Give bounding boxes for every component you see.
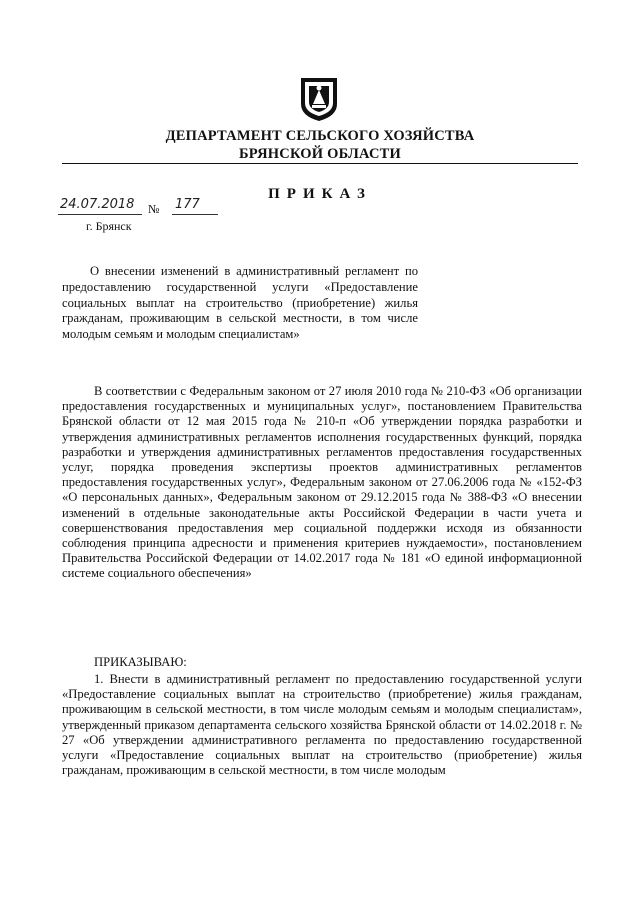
order-subject: О внесении изменений в административный регламент по предоставлению государственной услуги «Предоставление социальных выплат на строительство (приобретение) жилья гражданам, проживающим в сельской местности, в том числе молодым семьям и молодым специалистам» — [62, 264, 418, 342]
document-title: ПРИКАЗ — [268, 186, 372, 202]
number-underline — [172, 214, 218, 215]
city-label: г. Брянск — [86, 219, 132, 233]
coat-of-arms-icon — [299, 76, 339, 122]
order-item-1: 1. Внести в административный регламент по предоставлению государственной услуги «Предоставление социальных выплат на строительство (приобретение) жилья гражданам, проживающим в сельской местности, в том числе молодым семьям и молодым специалистам», утвержденный приказом департамента сельского хозяйства Брянской области от 14.02.2018 г. № 27 «Об утверждении административного регламента по предоставлению государственной услуги «Предоставление социальных выплат на строительство (приобретение) жилья гражданам, проживающим в сельской местности, в том числе молодым — [62, 672, 582, 778]
header-divider — [62, 163, 578, 164]
handwritten-number: 177 — [175, 197, 200, 212]
order-word: ПРИКАЗЫВАЮ: — [94, 655, 187, 669]
department-name-line2: БРЯНСКОЙ ОБЛАСТИ — [239, 146, 401, 162]
handwritten-date: 24.07.2018 — [60, 197, 135, 212]
department-name-line1: ДЕПАРТАМЕНТ СЕЛЬСКОГО ХОЗЯЙСТВА — [165, 128, 475, 144]
number-label: № — [148, 202, 160, 216]
preamble-paragraph: В соответствии с Федеральным законом от 27 июля 2010 года № 210-ФЗ «Об организации предоставления государственных и муниципальных услуг», постановлением Правительства Брянской области от 12 мая 2015 года № 210-п «Об утверждении порядка разработки и утверждения административных регламентов исполнения государственных функций, порядка разработки и утверждения административных регламентов предоставления государственных услуг, порядка проведения экспертизы проектов административных регламентов предоставления государственных услуг», Федеральным законом от 27.06.2006 года № «152-ФЗ «О персональных данных», Федеральным законом от 29.12.2015 года № 388-ФЗ «О внесении изменений в отдельные законодательные акты Российской Федерации в части учета и совершенствования предоставления мер социальной поддержки исходя из обязанности соблюдения принципа адресности и применения критериев нуждаемости», постановлением Правительства Российской Федерации от 14.02.2017 года № 181 «О единой информационной системе социального обеспечения» — [62, 384, 582, 581]
date-underline — [58, 214, 142, 215]
